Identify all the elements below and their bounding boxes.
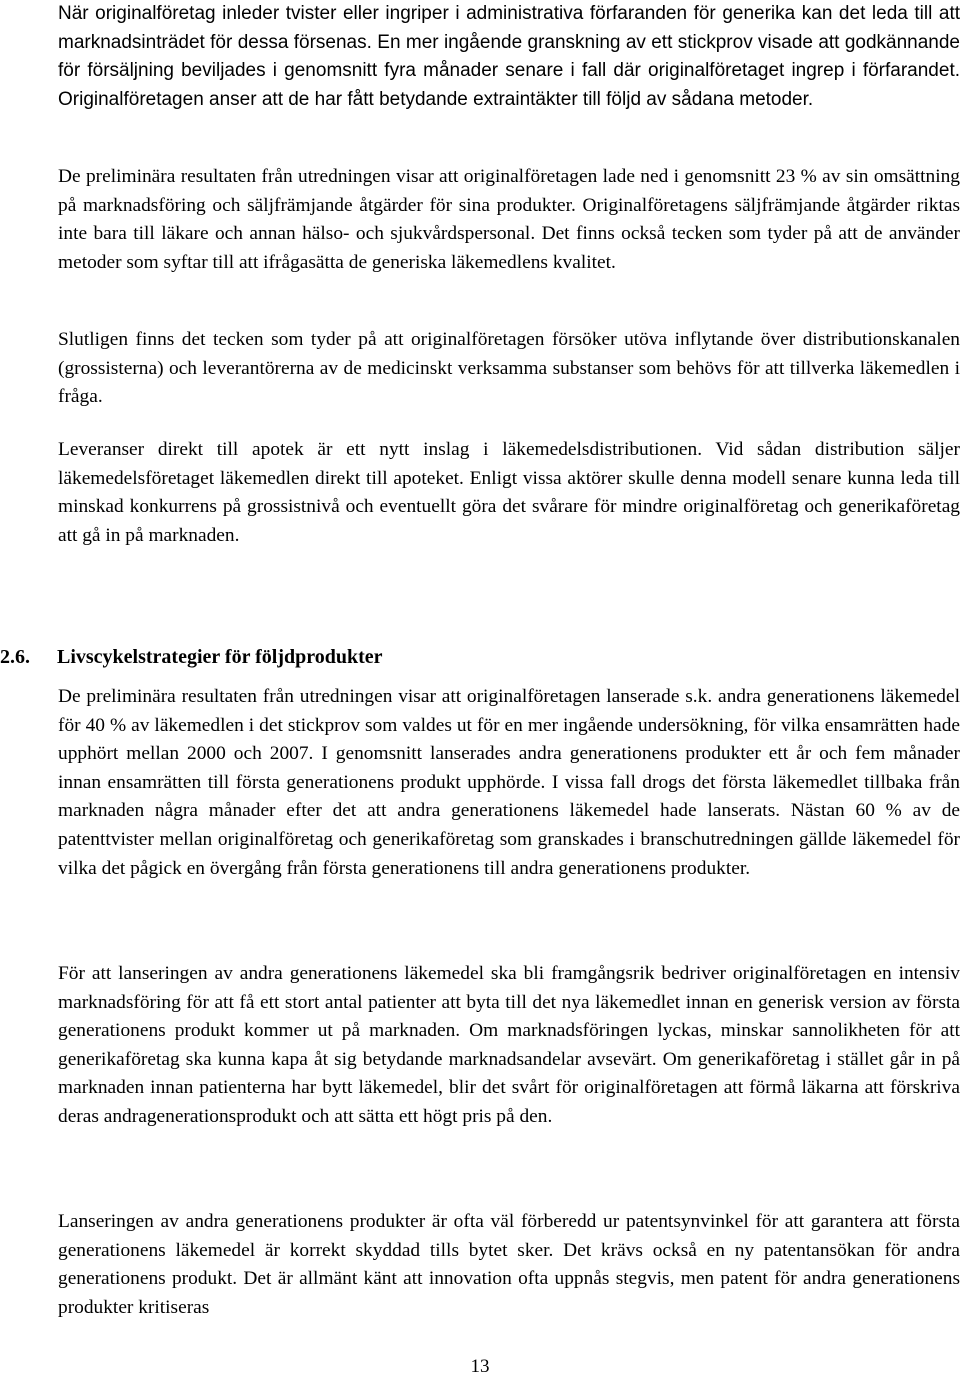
section-number: 2.6.	[0, 646, 30, 668]
section-title: Livscykelstrategier för följdprodukter	[57, 646, 383, 668]
paragraph-second-generation: De preliminära resultaten från utredningen visar att originalföretagen lanserade s.k. andra generationens läkemedel för 40 % av läkemedlen i det stickprov som valdes ut för en mer ingående undersökning, för vilka ensamrätten hade upphört mellan 2000 och 2007. I genomsnitt lanserades andra generationens produkter ett år och fem månader innan ensamrätten till första generationens produkt upphörde. I vissa fall drogs det första läkemedlet tillbaka från marknaden några månader efter det att andra generationens läkemedel hade lanserats. Nästan 60 % av de patenttvister mellan originalföretag och generikaföretag som granskades i branschutredningen gällde läkemedel för vilka det pågick en övergång från första generationens till andra generationens produkter.	[58, 686, 960, 879]
paragraph-distribution-influence: Slutligen finns det tecken som tyder på att originalföretagen försöker utöva inflytande över distributionskanalen (grossisterna) och leverantörerna av de medicinskt verksamma substanser som behövs för att tillverka läkemedlen i fråga.	[58, 329, 960, 408]
section-heading	[0, 643, 960, 671]
paragraph-patent-preparation: Lanseringen av andra generationens produkter är ofta väl förberedd ur patentsynvinkel för att garantera att första generationens läkemedel är korrekt skyddad tills bytet sker. Det krävs också en ny patentansökan för andra generationens produkt. Det är allmänt känt att innovation ofta uppnås stegvis, men patent för andra generationens produkter kritiseras	[58, 1211, 960, 1318]
paragraph-litigation-delay: När originalföretag inleder tvister eller ingriper i administrativa förfaranden för generika kan det leda till att marknadsinträdet för dessa försenas. En mer ingående granskning av ett stickprov visade att godkännande för försäljning beviljades i genomsnitt fyra månader senare i fall där originalföretaget ingrep i förfarandet. Originalföretagen anser att de har fått betydande extraintäkter till följd av sådana metoder.	[58, 3, 960, 110]
paragraph-direct-pharmacy: Leveranser direkt till apotek är ett nytt inslag i läkemedelsdistributionen. Vid sådan distribution säljer läkemedelsföretaget läkemedlen direkt till apoteket. Enligt vissa aktörer skulle denna modell senare kunna leda till minskad konkurrens på grossistnivå och eventuellt göra det svårare för mindre originalföretag och generikaföretag att gå in på marknaden.	[58, 439, 960, 546]
page-number: 13	[470, 1356, 490, 1377]
paragraph-launch-marketing: För att lanseringen av andra generationens läkemedel ska bli framgångsrik bedriver originalföretagen en intensiv marknadsföring för att få ett stort antal patienter att byta till det nya läkemedlet innan en generisk version av första generationens produkt kommer ut på marknaden. Om marknadsföringen lyckas, minskar sannolikheten för att generikaföretag ska kunna kapa åt sig betydande marknadsandelar avsevärt. Om generikaföretag i stället går in på marknaden innan patienterna har bytt läkemedel, blir det svårt för originalföretagen att förmå läkarna att förskriva deras andragenerationsprodukt och att sätta ett högt pris på den.	[58, 963, 960, 1127]
paragraph-marketing-spend: De preliminära resultaten från utredningen visar att originalföretagen lade ned i genomsnitt 23 % av sin omsättning på marknadsföring och säljfrämjande åtgärder för sina produkter. Originalföretagens säljfrämjande åtgärder riktas inte bara till läkare och annan hälso- och sjukvårdspersonal. Det finns också tecken som tyder på att de använder metoder som syftar till att ifrågasätta de generiska läkemedlens kvalitet.	[58, 166, 960, 273]
